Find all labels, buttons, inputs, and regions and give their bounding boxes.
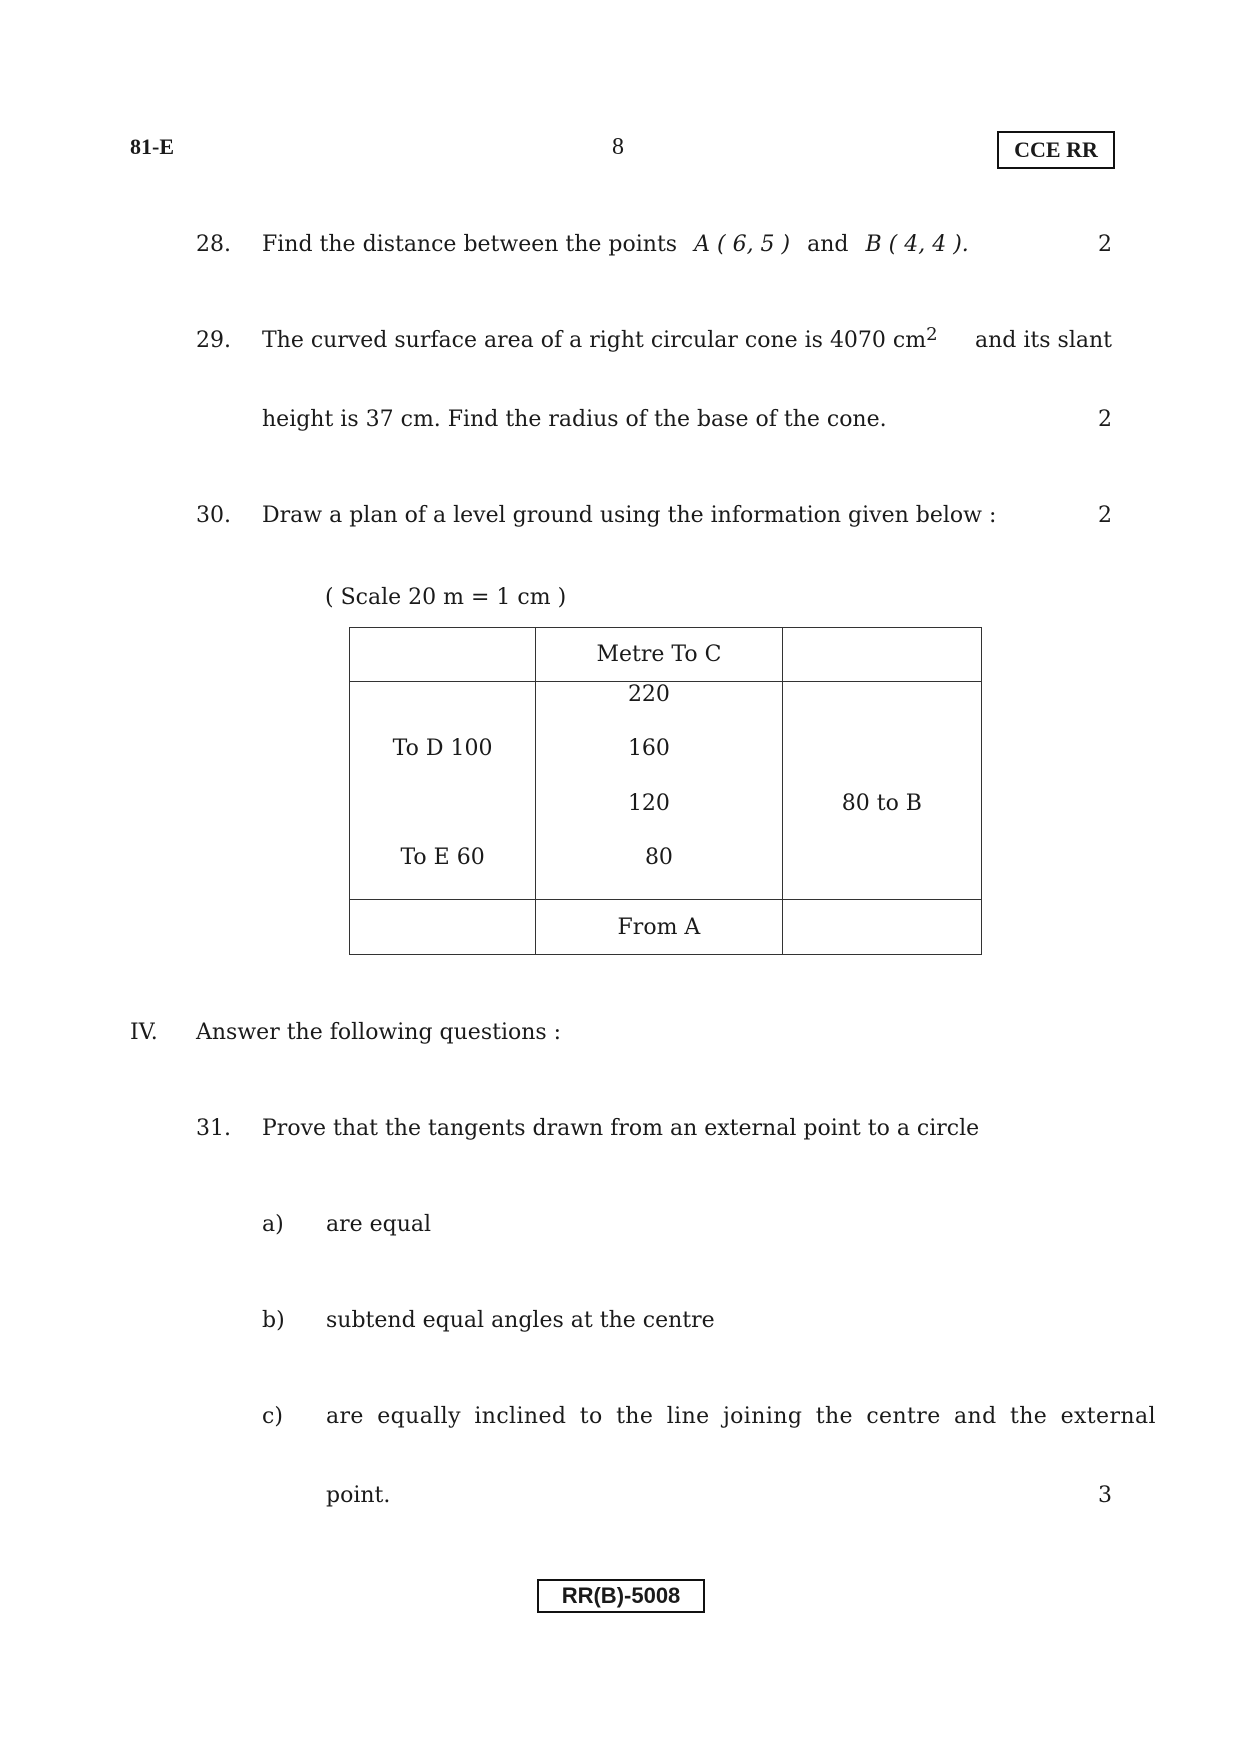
q31-marks: 3 <box>1098 1483 1112 1508</box>
q28-point-b: B ( 4, 4 ). <box>865 232 969 257</box>
q29-line1-end: and its slant <box>975 328 1112 353</box>
table-cell-empty <box>350 900 536 955</box>
table-cell-empty <box>350 628 536 682</box>
footer-code: RR(B)-5008 <box>561 1583 681 1608</box>
offset-to-b: 80 to B <box>841 791 922 816</box>
q28-point-a: A ( 6, 5 ) <box>694 232 791 257</box>
q29-line2: height is 37 cm. Find the radius of the base of the cone. <box>262 407 887 432</box>
q28-text <box>262 232 969 257</box>
section-title: Answer the following questions : <box>196 1020 562 1045</box>
q31-part-text: subtend equal angles at the centre <box>326 1308 715 1333</box>
q29-marks: 2 <box>1098 407 1112 432</box>
footer-code-box <box>537 1579 705 1613</box>
table-cell-empty <box>782 628 981 682</box>
field-book-table <box>349 627 982 955</box>
q29-number: 29. <box>196 328 231 353</box>
chainage-value: 80 <box>644 845 673 870</box>
section-roman: IV. <box>130 1020 158 1045</box>
offset-to-e: To E 60 <box>400 845 485 870</box>
q31-part-text: are equal <box>326 1212 432 1237</box>
q28-marks: 2 <box>1098 232 1112 257</box>
table-cell-chainage <box>536 682 783 900</box>
q31-part-text: are equally inclined to the line joining the centre and the external <box>326 1404 1156 1429</box>
q29-line1-main: The curved surface area of a right circular cone is 4070 cm <box>262 328 927 353</box>
q28-and: and <box>807 232 849 257</box>
q29-line1-text <box>262 324 938 353</box>
q29-superscript: 2 <box>926 324 938 345</box>
table-cell-bottom-middle <box>536 900 783 955</box>
page-number: 8 <box>612 134 624 160</box>
series-box <box>997 131 1115 169</box>
q28-number: 28. <box>196 232 231 257</box>
table-cell-left-offsets <box>350 682 536 900</box>
q30-scale: ( Scale 20 m = 1 cm ) <box>325 585 567 610</box>
q30-marks: 2 <box>1098 503 1112 528</box>
q31-part-label: c) <box>262 1404 283 1429</box>
q31-number: 31. <box>196 1116 231 1141</box>
q30-number: 30. <box>196 503 231 528</box>
table-cell-right-offsets <box>782 682 981 900</box>
chainage-value: 120 <box>627 791 670 816</box>
chainage-value: 220 <box>627 682 670 707</box>
table-bottom-label: From A <box>617 914 701 940</box>
q30-text: Draw a plan of a level ground using the information given below : <box>262 503 997 528</box>
table-top-label: Metre To C <box>596 642 722 667</box>
q31-part-label: a) <box>262 1212 284 1237</box>
chainage-value: 160 <box>627 736 670 761</box>
paper-code: 81-E <box>130 134 174 159</box>
series-label: CCE RR <box>1014 137 1098 162</box>
q29-line1 <box>262 324 1112 353</box>
table-cell-top-middle <box>536 628 783 682</box>
q31-text: Prove that the tangents drawn from an external point to a circle <box>262 1116 980 1141</box>
q28-text-main: Find the distance between the points <box>262 232 678 257</box>
offset-to-d: To D 100 <box>392 736 493 761</box>
table-cell-empty <box>782 900 981 955</box>
q31-part-label: b) <box>262 1308 285 1333</box>
q31-part-c-cont: point. <box>326 1483 391 1508</box>
